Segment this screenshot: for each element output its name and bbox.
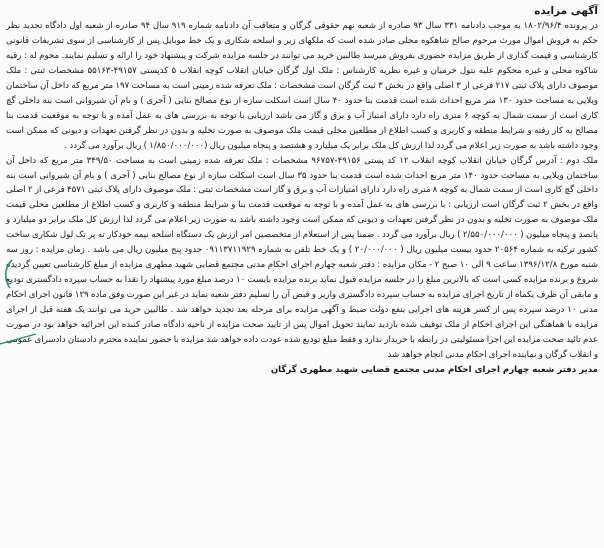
- notice-signature: مدیر دفتر شعبه چهارم اجرای احکام مدنی مجتمع قضایی شهید مطهری گرگان: [270, 364, 598, 375]
- notice-title: آگهی مزایده: [534, 5, 598, 17]
- notice-paragraph-1: در پرونده ۱۸۰۲/۹۶/۴ به موجب دادنامه ۳۳۱ سال ۹۳ صادره از شعبه نهم حقوقی گرگان و متعاقب آن دادنامه شماره ۹۱۹ سال ۹۴ صادره از شعبه اول دادگاه تجدید نظر حکم به فروش اموال مورث مرحوم صالح شاهکوه محلی صادر شده است که ملکهای زیر و اسلحه شکاری و یک خط موبایل پس از کارشناسی از سوی تشریفات قانونی کارشناسی و قیمت گذاری از طریق مزایده حضوری بفروش میرسد طالبین خرید می توانند در جلسه مزایده شرکت و پیشنهاد خود را ارائه و تسلیم نمایند. محوم له : رقیه شاکوه محلی و غیره محکوم علیه بتول خرمیان و غیره نظریه کارشناس : ملک اول گرگان خیابان انقلاب کوچه انقلاب ۵ کدپستی ۴۹۱۵۷-۵۵۱۶۳ مشخصات ثبتی : ملک موصوف دارای پلاک ثبتی ۲۱۷ فرعی از ۳ اصلی واقع در بخش ۳ ثبت گرگان است مشخصات : ملک تعرفه شده زمینی است به مساحت ۱۹۷ متر مربع که داخل آن ساختمان ویلایی به مساحت حدود ۱۳۰ متر مربع احداث شده است قدمت بنا حدود ۴۰ سال است اسکلت سازه از نوع مصالح بنایی ( آجری ) و بام آن شیروانی است بنه داخلی گچ کاری است از سمت شمال به کوچه ۶ متری راه دارد دارای امتیاز آب و برق و گاز می باشد ارزیابی با توجه به بررسی های به عمل آمده و با توجه به موقعیت قدمت بنا مصالح به کار رفته و شرایط منطقه و کاربری و کسب اطلاع از مطلعین محلی قیمت ملک موصوف به صورت تخلیه و بدون در نظر گرفتن تعهدات و دیونی که ممکن است وجود داشته باشد به صورت زیر اعلام می گردد لذا ارزش کل ملک برابر یک میلیارد و هشتصد و پنجاه میلیون ریال (۱/۸۵۰/۰۰۰/۰۰۰ ) ریال برآورد می گردد .: [6, 21, 599, 151]
- notice-paragraph-2: ملک دوم : آدرس گرگان خیابان انقلاب کوچه انقلاب ۱۲ کد پستی ۴۹۱۵۶-۹۶۷۵۷ مشخصات : ملک تعرفه شده زمینی است به مساحت ۳۴۹/۵۰ متر مربع که داخل آن ساختمان ویلایی به مساحت حدود ۱۴۰ متر مربع احداث شده است قدمت بنا حدود ۳۵ سال است اسکلت سازه از نوع مصالح بنایی ( آجری ) و بام آن شیروانی است بنه داخلی گچ کاری است از سمت شمال به کوچه ۸ متری راه دارد دارای امتیازات آب و برق و گاز است مشخصات ثبتی : ملک موصوف دارای پلاک ثبتی ۴۵۷۱ فرعی از ۲ اصلی واقع در بخش ۲ ثبت گرگان است ارزیابی : با بررسی های به عمل آمده و با توجه به موقعیت قدمت بنا و شرایط منطقه و کاربری و کسب اطلاع از مطلعین محلی قیمت ملک موصوف به صورت تخلیه و بدون در نظر گرفتن تعهدات و دیونی که ممکن است وجود داشته باشد به صورت زیر اعلام می گردد لذا ارزش کل ملک برابر دو میلیارد و پانصد و پنجاه میلیون ( ۲/۵۵۰/۰۰۰/۰۰۰ ) ریال برآورد می گردد . ضمنا پس از استعلام از متخصصین امر ارزش یک دستگاه اسلحه نیمه خودکار ته پر تک لول شکاری ساخت کشور ترکیه به شماره ۲۰۵۶۴ حدود بیست میلیون ریال ( ۲۰/۰۰۰/۰۰۰ ) و یک خط تلفن به شماره ۰۹۱۱۳۷۱۱۹۲۹ حدود پنج میلیون ریال می باشد . زمان مزایده : روز سه شنبه مورخ ۱۳۹۶/۱۲/۸ ساعت ۹ الی ۱۰ صبح ۲ - مکان مزایده : دفتر شعبه چهارم اجرای احکام مدنی مجتمع قضایی شهید مطهری مزایده از مبلغ کارشناسی تعیین گردیده شروع و برنده مزایده کسی است که بالاترین مبلغ را در جلسه مزایده قبول نماید برنده مزایده بایست ۱۰ درصد مبلغ مورد پیشنهاد را نقدا به حساب سپرده دادگستری تودیع و مابقی آن ظرف یکماه از تاریخ اجرای مزایده به حساب سپرده دادگستری واریز و قبض آن را تسلیم دفتر شعبه نماید در غیر این صورت وفق ماده ۱۲۹ قانون اجرای احکام مدنی ۱۰ درصد سپرده پس از کسر هزینه های اجرایی بنفع دولت ضبط و آگهی مزایده برای مرحله بعد تجدید خواهد شد . طالبین خرید می توانند یک هفته قبل از اجرای مزایده با هماهنگی این اجرای احکام از ملک توقیف شده بازدید نمایند تحویل اموال پس از تایید صحت مزایده از ناحیه دادگاه صادر کننده این اجرائیه خواهد بود در صورت عدم تائید صحت مزایده این اجرا مسئولیتی در رابطه با خریدار ندارد و فقط مبلغ تودیع شده عودت داده خواهد شد مزایده با حضور نماینده محترم دادستان دادسرای عمومی و انقلاب گرگان و نماینده اجرای احکام مدنی انجام خواهد شد: [6, 155, 599, 360]
- pen-line-icon: [0, 330, 40, 350]
- margin-pen-line: [0, 330, 40, 350]
- pen-stroke-icon: [0, 258, 16, 306]
- margin-pen-mark: [0, 258, 16, 306]
